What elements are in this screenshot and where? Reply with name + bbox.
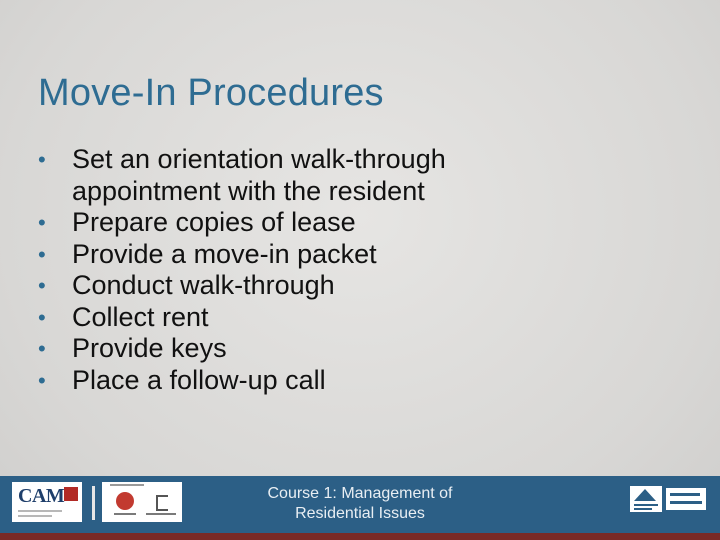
bullet-icon: •: [38, 241, 46, 267]
bullet-icon: •: [38, 210, 46, 235]
bullet-text: Place a follow-up call: [72, 364, 326, 395]
bullet-item: [30, 144, 590, 207]
cam-logo-text: CAM: [18, 485, 65, 507]
sponsor-caption-line: [146, 513, 176, 515]
wordmark-line: [670, 493, 700, 496]
bullet-icon: •: [38, 147, 46, 172]
course-caption: [210, 484, 510, 524]
bullet-item: [30, 239, 590, 271]
sponsor-red-logo-icon: [116, 492, 134, 510]
bullet-text: Set an orientation walk-through appointment with the resident: [72, 144, 446, 206]
cam-logo-caption-line: [18, 515, 52, 517]
sponsor-logos-icon: [102, 482, 182, 522]
footer-stripe: [0, 533, 720, 540]
slide-title: Move-In Procedures: [38, 72, 384, 114]
bullet-item: [30, 302, 590, 334]
wordmark-line: [670, 501, 702, 504]
bullet-item: [30, 270, 590, 302]
sponsor-grey-logo-icon: [156, 495, 168, 511]
logo-divider: [92, 486, 95, 520]
naa-bar: [634, 504, 658, 506]
naa-mark-icon: [630, 486, 662, 512]
bullet-text: Collect rent: [72, 301, 209, 332]
naa-education-institute-logo-icon: [630, 482, 708, 520]
bullet-item: [30, 333, 590, 365]
bullet-text: Provide a move-in packet: [72, 238, 377, 269]
cam-logo-icon: [12, 482, 82, 522]
naa-peak-shape: [634, 489, 656, 501]
bullet-icon: •: [38, 367, 46, 393]
sponsor-caption-line: [114, 513, 136, 515]
presented-by-line: [110, 484, 144, 486]
bullet-list: [30, 144, 590, 396]
bullet-text: Conduct walk-through: [72, 270, 335, 300]
bullet-text: Prepare copies of lease: [72, 207, 356, 237]
bullet-icon: •: [38, 273, 46, 298]
course-caption-line-2: Residential Issues: [295, 505, 425, 522]
naa-bar: [634, 508, 652, 510]
bullet-item: [30, 365, 590, 397]
cam-logo-caption-line: [18, 510, 62, 512]
bullet-icon: •: [38, 304, 46, 330]
cam-logo-mark: [64, 487, 78, 501]
bullet-icon: •: [38, 336, 46, 361]
education-institute-wordmark-icon: [666, 488, 706, 510]
bullet-item: [30, 207, 590, 239]
course-caption-line-1: Course 1: Management of: [267, 485, 453, 502]
bullet-text: Provide keys: [72, 333, 227, 363]
